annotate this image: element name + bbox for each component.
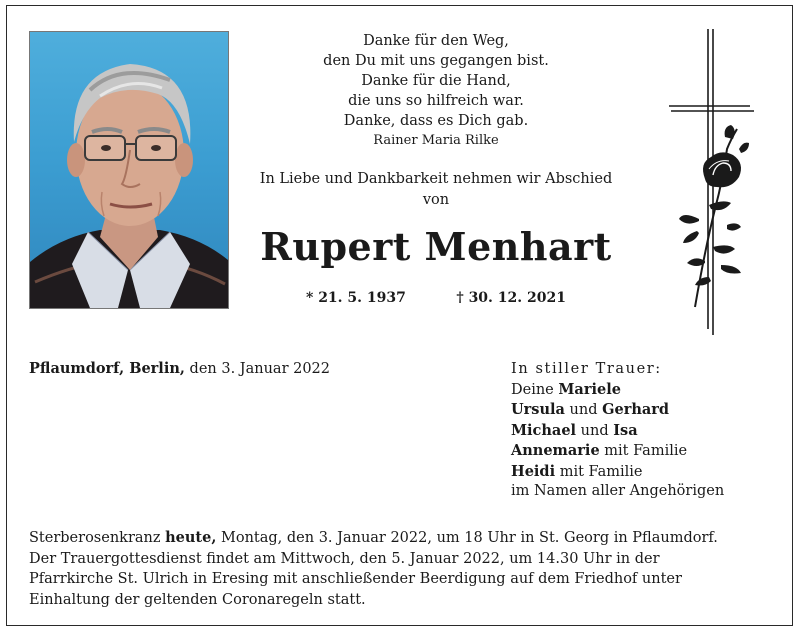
mourner-line — [511, 400, 724, 421]
notice-text: Montag, den 3. Januar 2022, um 18 Uhr in St. Georg in Pflaumdorf. — [216, 530, 718, 546]
mourner-name: Isa — [613, 421, 638, 439]
poem-line: den Du mit uns gegangen bist. — [323, 53, 549, 69]
farewell-line: In Liebe und Dankbarkeit nehmen wir Abschied — [259, 171, 613, 187]
places: Pflaumdorf, Berlin, — [29, 360, 185, 377]
mourner-text: Deine — [511, 381, 559, 398]
portrait-drawing — [30, 32, 228, 308]
farewell-text — [236, 169, 636, 211]
farewell-line: von — [422, 192, 450, 208]
mourner-name: Michael — [511, 421, 577, 439]
poem-line: Danke für die Hand, — [361, 73, 511, 89]
notice-line: Der Trauergottesdienst findet am Mittwoch, den 5. Januar 2022, um 14.30 Uhr in der — [29, 550, 660, 567]
mourner-name: Heidi — [511, 462, 556, 480]
portrait-photo — [29, 31, 229, 309]
poem-line: Danke, dass es Dich gab. — [343, 113, 529, 129]
mourner-line — [511, 380, 724, 401]
notice-line: Einhaltung der geltenden Coronaregeln statt. — [29, 591, 366, 608]
poem-author: Rainer Maria Rilke — [373, 133, 499, 148]
birth-date: * 21. 5. 1937 — [306, 290, 406, 306]
death-date: † 30. 12. 2021 — [456, 290, 566, 306]
notice-line: Pfarrkirche St. Ulrich in Eresing mit anschließender Beerdigung auf dem Friedhof unter — [29, 571, 682, 587]
mourner-name: Mariele — [558, 380, 621, 398]
mourner-text: und — [576, 422, 614, 439]
notice-text: Sterberosenkranz — [29, 530, 166, 546]
notice-bold: heute, — [165, 529, 217, 546]
poem-line: Danke für den Weg, — [363, 33, 509, 49]
mourner-name: Gerhard — [602, 401, 670, 418]
mourner-name: Annemarie — [511, 442, 600, 459]
mourner-name: Ursula — [511, 401, 565, 418]
mourner-line — [511, 482, 724, 502]
cross-with-rose-icon — [665, 29, 760, 335]
poem-line: die uns so hilfreich war. — [348, 93, 524, 109]
place-and-date — [29, 360, 330, 377]
life-dates — [306, 290, 566, 306]
mourners-list — [511, 360, 724, 502]
date: den 3. Januar 2022 — [189, 361, 331, 377]
mourner-text: mit Familie — [555, 463, 643, 480]
service-notice — [29, 528, 769, 610]
poem — [276, 31, 596, 151]
mourners-heading: In stiller Trauer: — [511, 361, 662, 377]
mourner-line — [511, 441, 724, 462]
mourner-line — [511, 421, 724, 442]
deceased-name: Rupert Menhart — [260, 224, 612, 269]
mourner-text: im Namen aller Angehörigen — [511, 483, 725, 499]
mourner-text: und — [564, 402, 603, 418]
notice-line — [29, 528, 769, 549]
mourner-text: mit Familie — [599, 443, 688, 459]
mourner-line — [511, 462, 724, 483]
